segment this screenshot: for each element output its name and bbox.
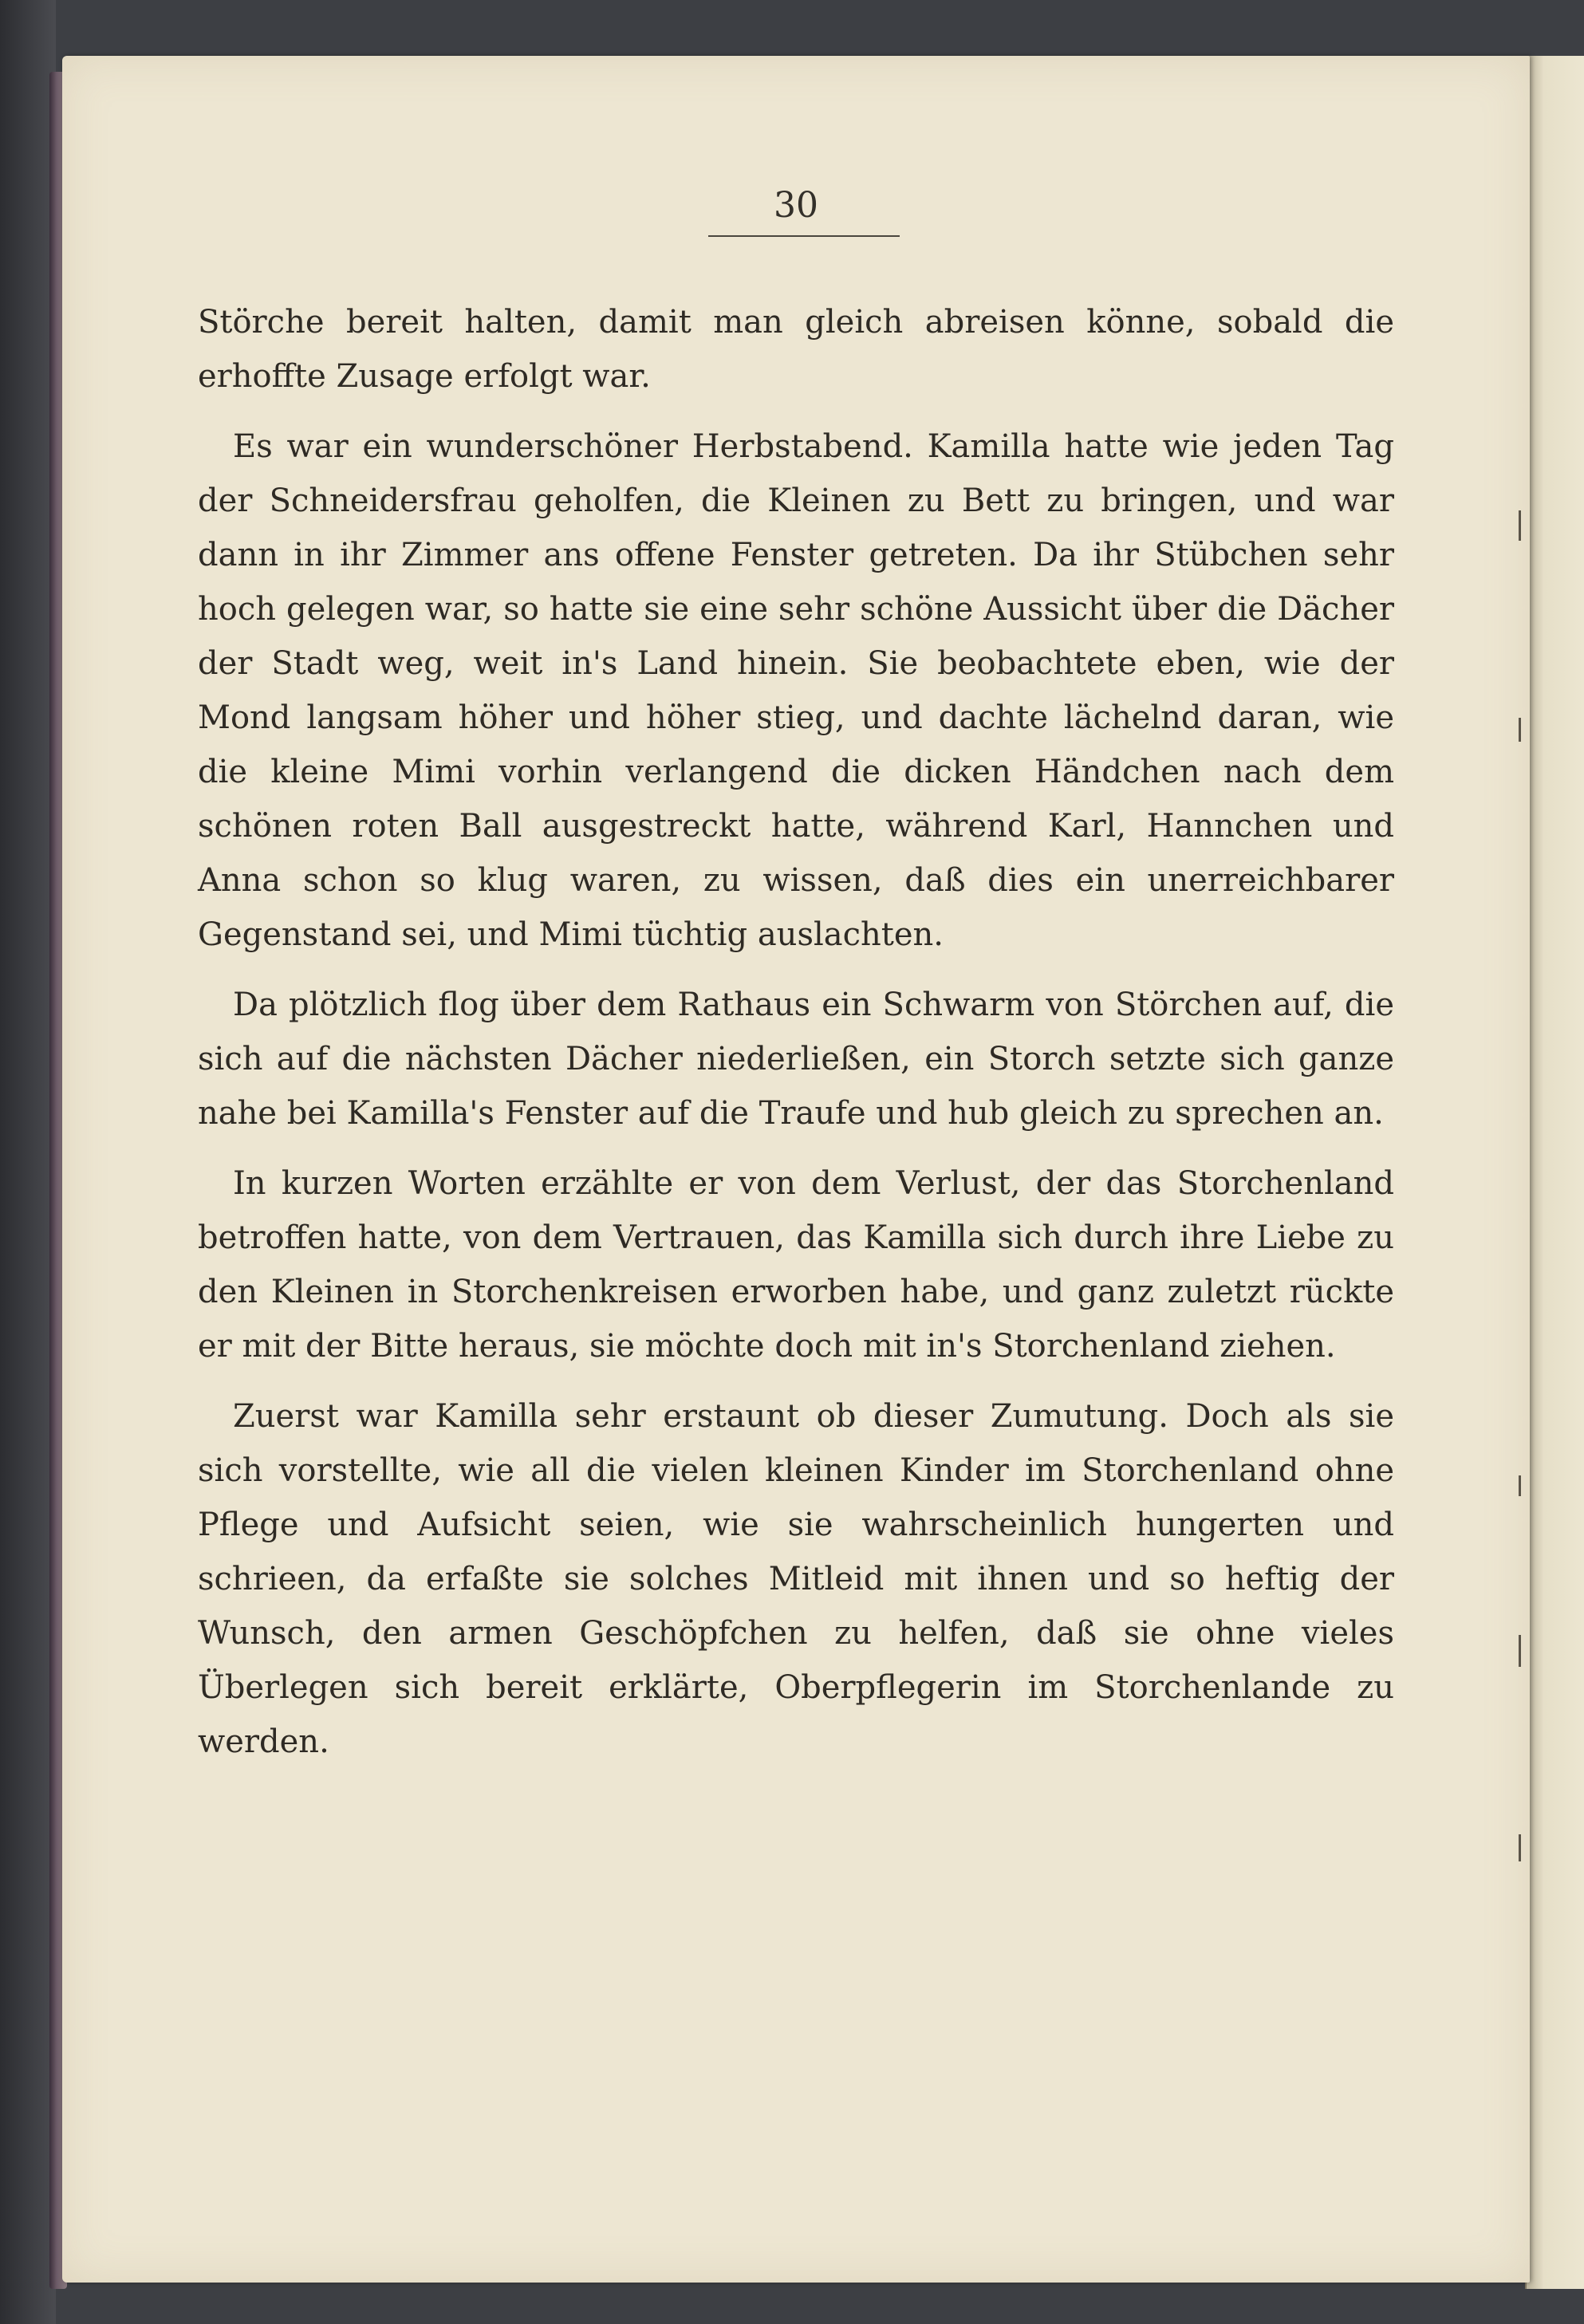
show-through-mark	[1519, 510, 1521, 541]
paragraph-3: Da plötzlich flog über dem Rathaus ein Schwarm von Störchen auf, die sich auf die nächsten Dächer niederließen, ein Storch setzte sich ganze nahe bei Kamilla's Fenster auf die Traufe und hub gleich zu sprechen an.	[198, 987, 1394, 1132]
paragraph-1: Störche bereit halten, damit man gleich abreisen könne, sobald die erhoffte Zusage erfolgt war.	[198, 304, 1394, 395]
show-through-mark	[1519, 1475, 1521, 1496]
book-page	[62, 56, 1530, 2283]
paragraph-4: In kurzen Worten erzählte er von dem Verlust, der das Storchenland betroffen hatte, von dem Vertrauen, das Kamilla sich durch ihre Liebe zu den Kleinen in Storchenkreisen erworben habe, und ganz zuletzt rückte er mit der Bitte heraus, sie möchte doch mit in's Storchenland ziehen.	[198, 1165, 1394, 1365]
show-through-mark	[1519, 1635, 1521, 1667]
margin-show-through	[1519, 0, 1527, 2324]
scan-backdrop	[0, 0, 56, 2324]
page-number: 30	[774, 185, 818, 226]
page-text	[198, 295, 1394, 1785]
paragraph-5: Zuerst war Kamilla sehr erstaunt ob dieser Zumutung. Doch als sie sich vorstellte, wie all die vielen kleinen Kinder im Storchenland ohne Pflege und Aufsicht seien, wie sie wahrscheinlich hungerten und schrieen, da erfaßte sie solches Mitleid mit ihnen und so heftig der Wunsch, den armen Geschöpfchen zu helfen, daß sie ohne vieles Überlegen sich bereit erklärte, Oberpflegerin im Storchenlande zu werden.	[198, 1398, 1394, 1760]
paragraph-2: Es war ein wunderschöner Herbstabend. Kamilla hatte wie jeden Tag der Schneidersfrau geholfen, die Kleinen zu Bett zu bringen, und war dann in ihr Zimmer ans offene Fenster getreten. Da ihr Stübchen sehr hoch gelegen war, so hatte sie eine sehr schöne Aussicht über die Dächer der Stadt weg, weit in's Land hinein. Sie beobachtete eben, wie der Mond langsam höher und höher stieg, und dachte lächelnd daran, wie die kleine Mimi vorhin verlangend die dicken Händchen nach dem schönen roten Ball ausgestreckt hatte, während Karl, Hannchen und Anna schon so klug waren, zu wissen, daß dies ein unerreichbarer Gegenstand sei, und Mimi tüchtig auslachten.	[198, 428, 1394, 953]
show-through-mark	[1519, 1834, 1521, 1861]
page-number-rule	[708, 235, 900, 237]
show-through-mark	[1519, 718, 1521, 742]
adjacent-page-edge	[1525, 56, 1584, 2289]
